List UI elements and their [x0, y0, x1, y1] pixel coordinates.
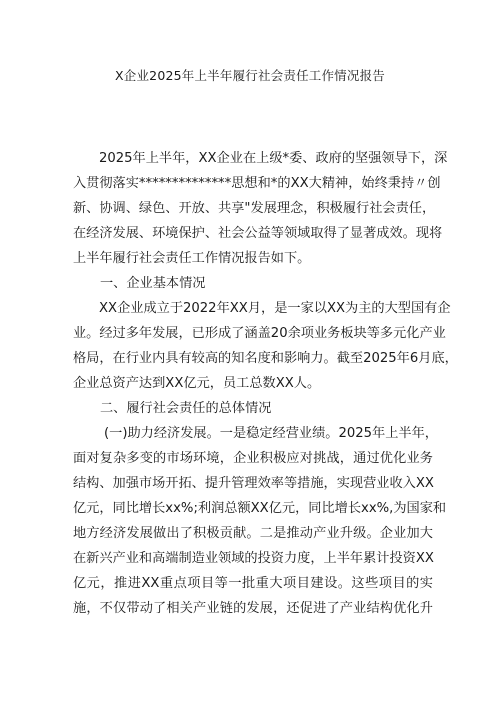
paragraph-line: 上半年履行社会责任工作情况报告如下。 — [73, 251, 311, 266]
paragraph-line: 2025年上半年，XX企业在上级*委、政府的坚强领导下，深 — [99, 151, 448, 166]
paragraph-line: 入贯彻落实**************思想和*的XX大精神，始终秉持〃创 — [73, 176, 441, 191]
document-title: X企业2025年上半年履行社会责任工作情况报告 — [115, 68, 385, 83]
paragraph-line: 在新兴产业和高端制造业领域的投资力度，上半年累计投资XX — [73, 551, 434, 566]
paragraph-line: XX企业成立于2022年XX月，是一家以XX为主的大型国有企 — [99, 301, 451, 316]
paragraph-line: 面对复杂多变的市场环境，企业积极应对挑战，通过优化业务 — [73, 451, 433, 466]
paragraph-line: 地方经济发展做出了积极贡献。二是推动产业升级。企业加大 — [73, 526, 433, 541]
paragraph-line: 格局，在行业内具有较高的知名度和影响力。截至2025年6月底， — [73, 351, 458, 366]
paragraph-line: 企业总资产达到XX亿元，员工总数XX人。 — [73, 376, 321, 391]
section-heading: 一、企业基本情况 — [100, 276, 206, 291]
paragraph-line: (一)助力经济发展。一是稳定经营业绩。2025年上半年， — [104, 426, 438, 441]
paragraph-line: 施，不仅带动了相关产业链的发展，还促进了产业结构优化升 — [73, 601, 433, 616]
paragraph-line: 亿元，同比增长xx%;利润总额XX亿元，同比增长xx%,为国家和 — [73, 501, 447, 516]
document-body — [73, 146, 458, 621]
paragraph-line: 在经济发展、环境保护、社会公益等领域取得了显著成效。现将 — [73, 226, 443, 241]
paragraph-line: 亿元，推进XX重点项目等一批重大项目建设。这些项目的实 — [73, 576, 433, 591]
paragraph-line: 业。经过多年发展，已形成了涵盖20余项业务板块等多元化产业 — [73, 326, 446, 341]
section-heading: 二、履行社会责任的总体情况 — [100, 401, 272, 416]
paragraph-line: 结构、加强市场开拓、提升管理效率等措施，实现营业收入XX — [73, 476, 434, 491]
paragraph-line: 新、协调、绿色、开放、共享"发展理念，积极履行社会责任， — [73, 201, 436, 216]
